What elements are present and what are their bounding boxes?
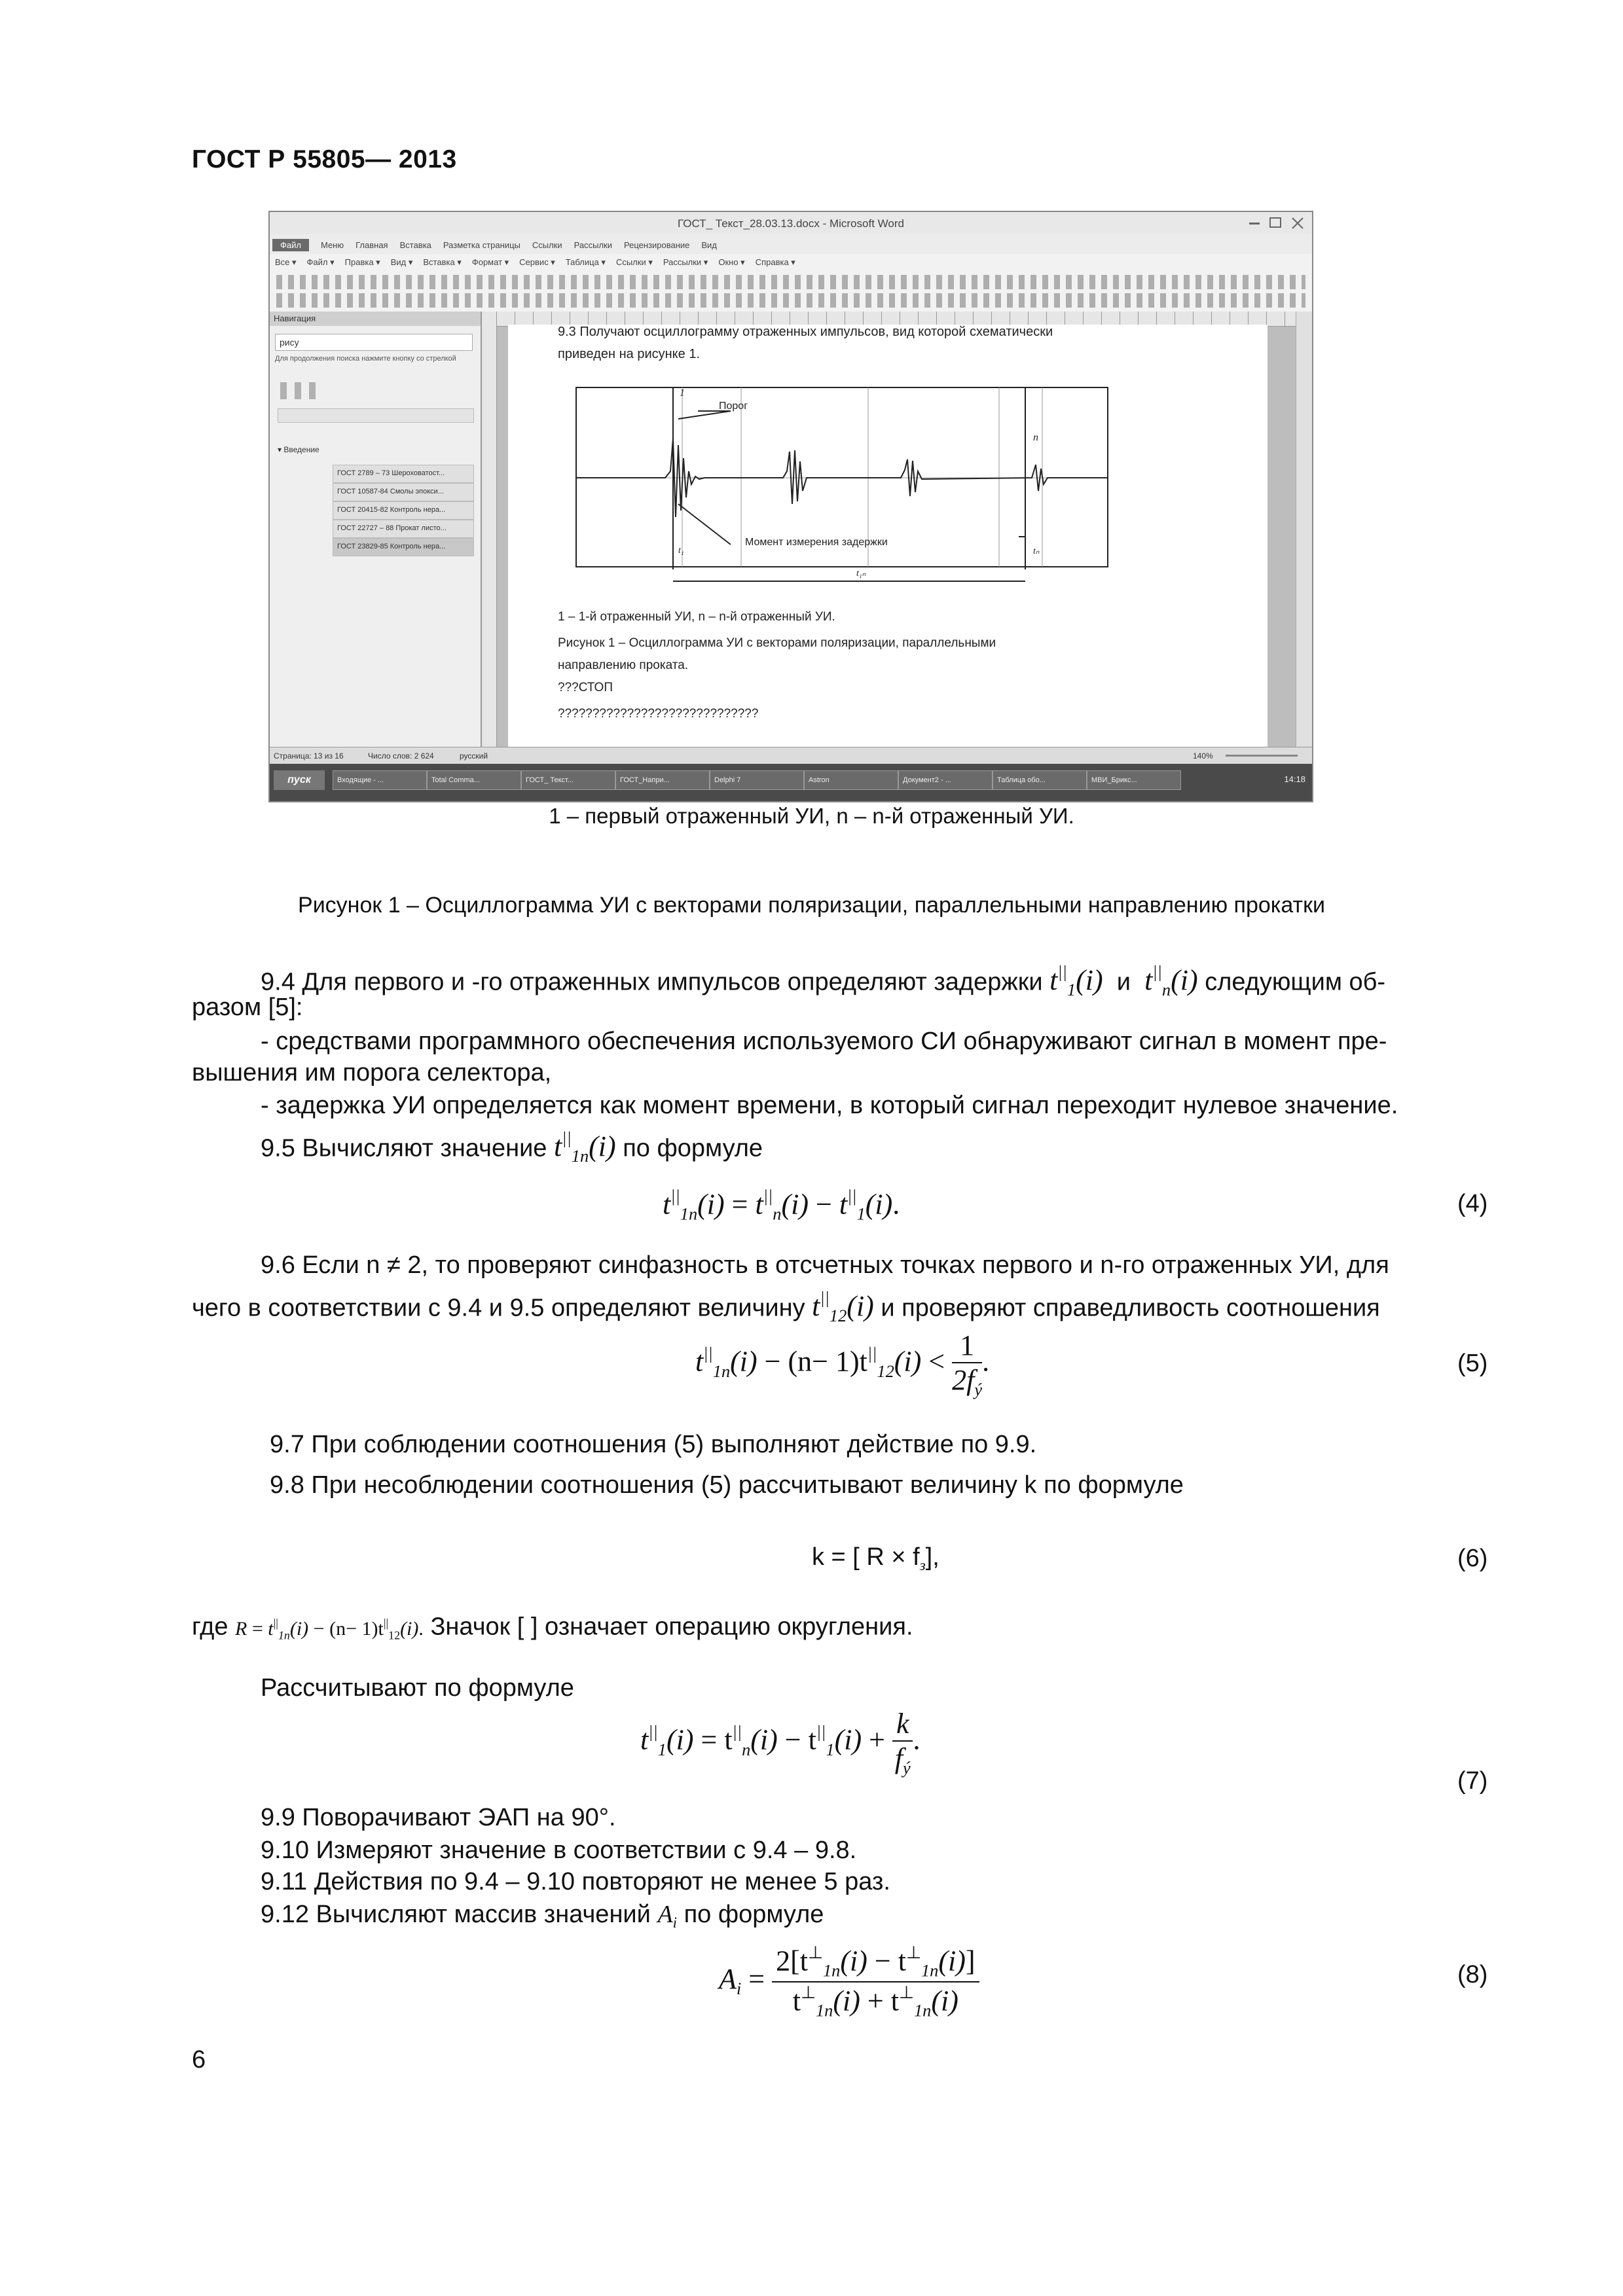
equation-5: $t^{||}_{1n}(i) - (n- 1)t^{||}_{12}(i)$ < $\frac{1}{2f_ý}$ . <box>695 1329 990 1400</box>
nav-view-buttons[interactable] <box>280 382 319 399</box>
label-t1: t₁ <box>678 546 684 556</box>
equation-6: k = [ $R \times f_з$], <box>812 1543 939 1573</box>
oscillogram-diagram <box>574 373 1130 583</box>
para-9-4-item-cont: вышения им порога селектора, <box>192 1059 552 1086</box>
menu-item[interactable]: Сервис ▾ <box>519 257 555 267</box>
ribbon-tab[interactable]: Ссылки <box>532 240 562 250</box>
para-9-11: 9.11 Действия по 9.4 – 9.10 повторяют не менее 5 раз. <box>261 1868 890 1895</box>
equation-7: $t^{||}_1(i) = t^{||}_n(i) - t^{||}_1(i)$ + $\frac{k}{f_ý}$ . <box>640 1708 921 1778</box>
nav-pane-header: Навигация <box>270 312 481 326</box>
equation-4: $t^{||}_{1n}(i) = t^{||}_n(i) - t^{||}_1(i)$. <box>663 1186 900 1224</box>
figure-legend: 1 – первый отраженный УИ, n – n-й отраженный УИ. <box>549 804 1074 828</box>
menu-item[interactable]: Справка ▾ <box>755 257 795 267</box>
para-9-7: 9.7 При соблюдении соотношения (5) выполняют действие по 9.9. <box>270 1431 1037 1458</box>
equation-7-number: (7) <box>1457 1767 1488 1795</box>
taskbar-button[interactable]: Таблица обо... <box>993 770 1087 790</box>
label-tn: tₙ <box>1033 547 1040 556</box>
para-9-4-cont: разом [5]: <box>192 994 303 1021</box>
taskbar-button[interactable]: МВИ_Брикс... <box>1087 770 1181 790</box>
toolbars <box>270 271 1312 312</box>
doc-legend: 1 – 1-й отраженный УИ, n – n-й отраженный УИ. <box>558 610 835 624</box>
window-controls-icon[interactable] <box>1248 216 1307 230</box>
ribbon-tab[interactable]: Главная <box>356 240 388 250</box>
para-9-8: 9.8 При несоблюдении соотношения (5) рассчитывают величину k по формуле <box>270 1471 1184 1499</box>
para-9-4-item: - средствами программного обеспечения используемого СИ обнаруживают сигнал в момент пре- <box>261 1028 1387 1055</box>
equation-4-number: (4) <box>1457 1190 1488 1217</box>
menu-item[interactable]: Формат ▾ <box>471 257 509 267</box>
vertical-scrollbar[interactable] <box>1296 312 1312 747</box>
status-page: Страница: 13 из 16 <box>274 751 344 761</box>
taskbar-button[interactable]: Входящие - ... <box>333 770 427 790</box>
taskbar-clock: 14:18 <box>1284 774 1305 784</box>
doc-line: ???СТОП <box>558 681 613 694</box>
menu-item[interactable]: Таблица ▾ <box>565 257 606 267</box>
window-title: ГОСТ_ Текст_28.03.13.docx - Microsoft Word <box>678 217 904 230</box>
ribbon-tab[interactable]: Меню <box>320 240 344 250</box>
para-9-6: 9.6 Если n ≠ 2, то проверяют синфазность в отсчетных точках первого и n-го отраженных УИ, для <box>261 1251 1389 1279</box>
menu-item[interactable]: Ссылки ▾ <box>615 257 653 267</box>
taskbar-button[interactable]: Документ2 - ... <box>898 770 993 790</box>
nav-search-input[interactable]: рису <box>275 334 473 351</box>
menu-item[interactable]: Рассылки ▾ <box>663 257 708 267</box>
zoom-slider[interactable] <box>1226 755 1298 757</box>
nav-scroll-up[interactable] <box>278 408 474 423</box>
page-number: 6 <box>192 2046 206 2073</box>
document-area <box>482 312 1312 747</box>
status-bar <box>270 747 1312 764</box>
ribbon-tab[interactable]: Рассылки <box>574 240 612 250</box>
ribbon-tab[interactable]: Файл <box>272 239 309 251</box>
nav-result-item[interactable]: ГОСТ 2789 – 73 Шероховатост... <box>333 465 474 483</box>
ribbon-tab[interactable]: Разметка страницы <box>443 240 520 250</box>
ribbon-tab[interactable]: Вставка <box>399 240 431 250</box>
nav-hint: Для продолжения поиска нажмите кнопку со стрелкой <box>275 355 456 363</box>
ribbon-tab[interactable]: Рецензирование <box>624 240 690 250</box>
equation-8-number: (8) <box>1457 1961 1488 1988</box>
para-9-9: 9.9 Поворачивают ЭАП на 90°. <box>261 1804 616 1831</box>
label-threshold: Порог <box>719 401 748 412</box>
para-calc: Рассчитывают по формуле <box>261 1674 574 1702</box>
taskbar-button[interactable]: Delphi 7 <box>710 770 804 790</box>
embedded-word-screenshot <box>268 211 1313 802</box>
taskbar-button[interactable]: ГОСТ_Напри... <box>615 770 710 790</box>
ribbon-tab[interactable]: Вид <box>701 240 717 250</box>
label-delay: Момент измерения задержки <box>745 537 888 548</box>
nav-group[interactable]: ▾ Введение <box>278 445 319 454</box>
menu-item[interactable]: Вид ▾ <box>390 257 413 267</box>
vertical-ruler <box>482 312 497 747</box>
menu-item[interactable]: Все ▾ <box>275 257 297 267</box>
figure-caption: Рисунок 1 – Осциллограмма УИ с векторами поляризации, параллельными направлению прокатки <box>298 893 1325 918</box>
ribbon-tabs <box>270 234 1312 255</box>
taskbar-button[interactable]: ГОСТ_ Текст... <box>521 770 615 790</box>
para-9-12: 9.12 Вычисляют массив значений $A_i$ по формуле <box>261 1901 824 1931</box>
doc-caption: направлению проката. <box>558 658 689 672</box>
menu-item[interactable]: Правка ▾ <box>344 257 380 267</box>
menu-item[interactable]: Файл ▾ <box>306 257 335 267</box>
label-t1n: t₁ₙ <box>856 569 866 579</box>
taskbar-button[interactable]: Astron <box>804 770 898 790</box>
doc-line: ????????????????????????????? <box>558 707 759 721</box>
equation-5-number: (5) <box>1457 1350 1488 1377</box>
menu-item[interactable]: Окно ▾ <box>718 257 745 267</box>
para-9-4-item: - задержка УИ определяется как момент времени, в который сигнал переходит нулевое значение. <box>261 1092 1398 1119</box>
window-titlebar <box>270 212 1312 235</box>
classic-menu-bar <box>270 254 1312 271</box>
status-lang[interactable]: русский <box>460 751 488 761</box>
label-pulse-n: n <box>1033 432 1038 443</box>
label-pulse-1: 1 <box>680 387 685 399</box>
taskbar <box>270 764 1312 801</box>
status-words: Число слов: 2 624 <box>368 751 434 761</box>
doc-caption: Рисунок 1 – Осциллограмма УИ с векторами поляризации, параллельными <box>558 636 996 650</box>
para-9-4: 9.4 Для первого и -го отраженных импульсов определяют задержки $t^{||}_1(i)$ и $t^{||}_n(i)$ следующим об- <box>261 962 1386 1000</box>
status-zoom[interactable]: 140% <box>1193 751 1213 761</box>
nav-result-item[interactable]: ГОСТ 10587-84 Смолы эпокси... <box>333 483 474 501</box>
standard-toolbar[interactable] <box>276 275 1305 289</box>
document-page[interactable] <box>508 325 1267 747</box>
para-9-5: 9.5 Вычисляют значение $t^{||}_{1n}(i)$ по формуле <box>261 1128 763 1166</box>
equation-6-number: (6) <box>1457 1545 1488 1572</box>
nav-result-item[interactable]: ГОСТ 22727 – 88 Прокат листо... <box>333 520 474 538</box>
menu-item[interactable]: Вставка ▾ <box>423 257 462 267</box>
doc-line: приведен на рисунке 1. <box>558 347 701 361</box>
start-button[interactable]: пуск <box>274 770 325 790</box>
doc-line: 9.3 Получают осциллограмму отраженных импульсов, вид которой схематически <box>558 325 1053 339</box>
para-9-10: 9.10 Измеряют значение в соответствии с 9.4 – 9.8. <box>261 1837 857 1864</box>
taskbar-button[interactable]: Total Comma... <box>427 770 521 790</box>
nav-result-item[interactable]: ГОСТ 20415-82 Контроль нера... <box>333 501 474 520</box>
nav-result-item[interactable]: ГОСТ 23829-85 Контроль нера... <box>333 538 474 556</box>
navigation-pane <box>270 312 482 747</box>
para-9-6-cont: чего в соответствии с 9.4 и 9.5 определяют величину $t^{||}_{12}(i)$ и проверяют справедливость соотношения <box>192 1288 1380 1326</box>
document-header: ГОСТ Р 55805— 2013 <box>192 145 457 173</box>
where-clause: где $R = t^{||}_{1n}(i) - (n- 1)t^{||}_{12}(i)$. Значок [ ] означает операцию округления. <box>192 1613 913 1641</box>
formatting-toolbar[interactable] <box>276 293 1305 308</box>
equation-8: $A_i$ = $\frac{2[t^\perp_{1n}(i) - t^\perp_{1n}(i)]}{t^\perp_{1n}(i) + t^\perp_{1n}(i)}$ <box>719 1943 979 2020</box>
